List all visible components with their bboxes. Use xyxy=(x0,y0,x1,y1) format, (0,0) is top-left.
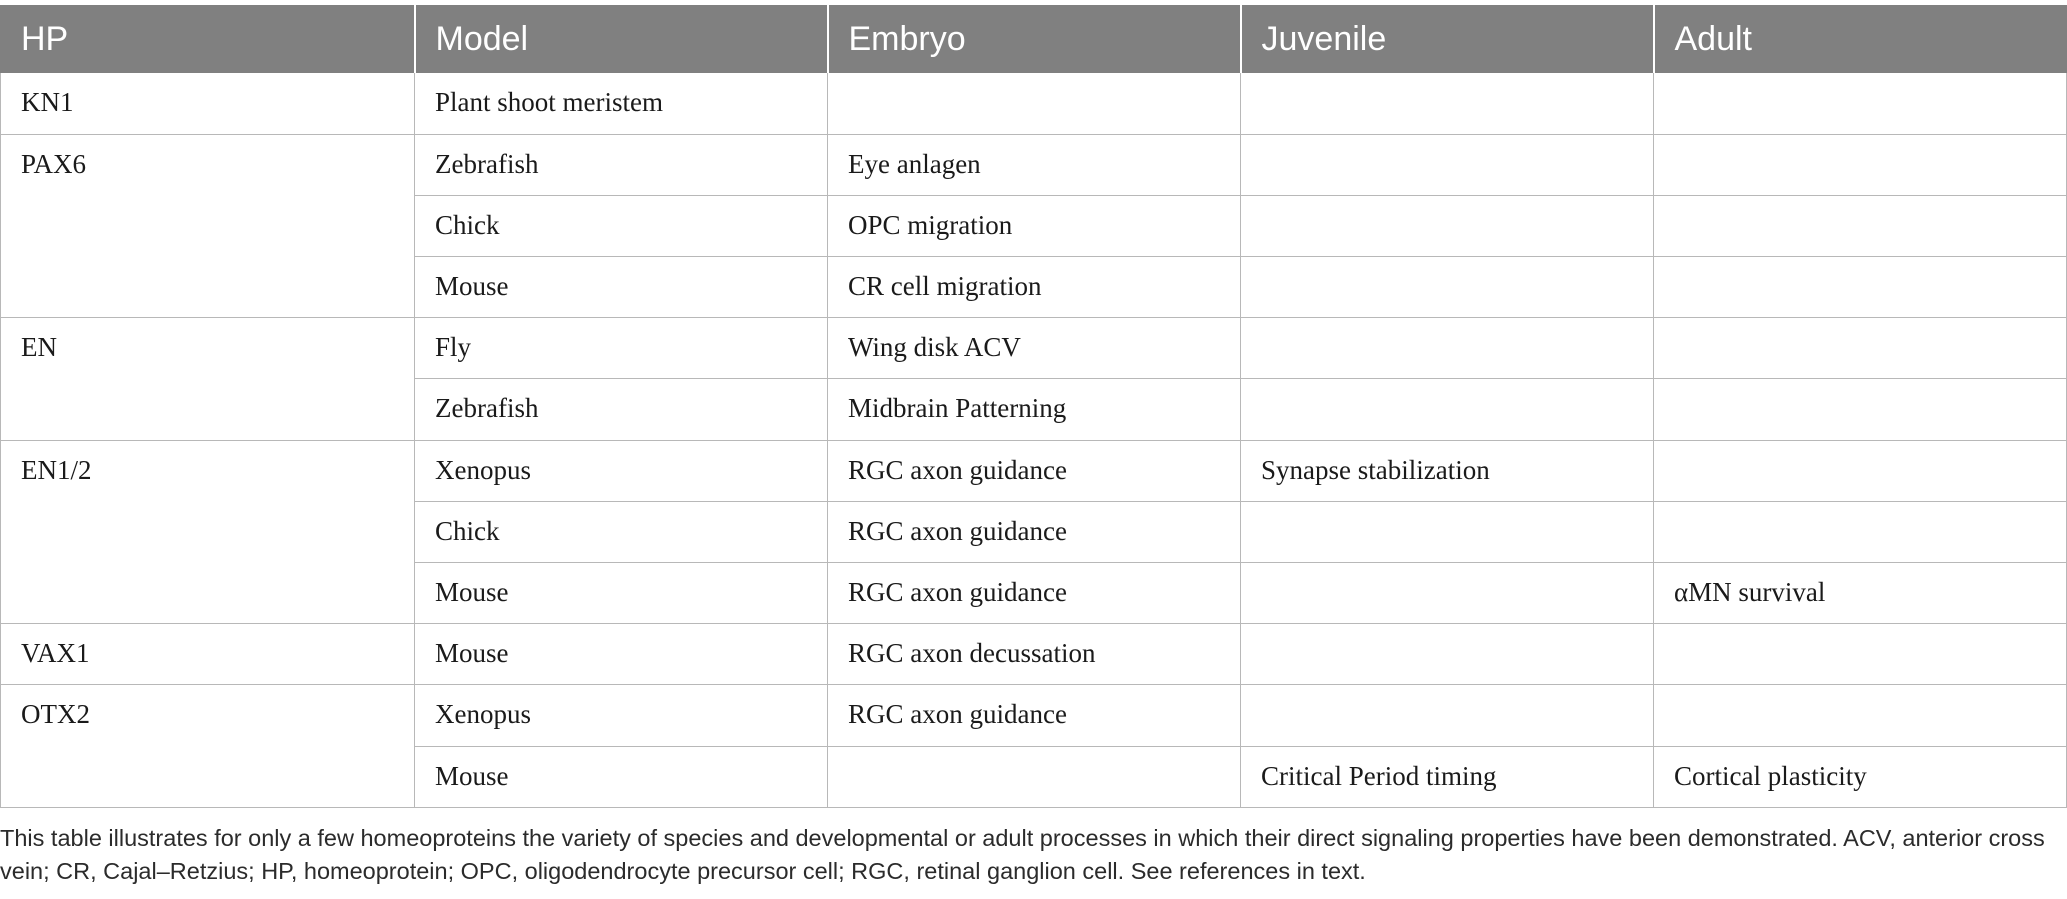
embryo-cell: OPC migration xyxy=(828,195,1241,256)
juvenile-cell xyxy=(1241,379,1654,440)
adult-cell xyxy=(1654,440,2067,501)
juvenile-cell xyxy=(1241,685,1654,746)
adult-cell xyxy=(1654,685,2067,746)
model-cell: Mouse xyxy=(415,624,828,685)
table-row xyxy=(1,134,2067,195)
header-embryo: Embryo xyxy=(828,5,1241,73)
hp-cell: KN1 xyxy=(1,73,415,134)
header-juvenile: Juvenile xyxy=(1241,5,1654,73)
header-adult: Adult xyxy=(1654,5,2067,73)
table-row xyxy=(1,685,2067,746)
adult-cell: Cortical plasticity xyxy=(1654,746,2067,807)
embryo-cell: Wing disk ACV xyxy=(828,318,1241,379)
juvenile-cell: Critical Period timing xyxy=(1241,746,1654,807)
juvenile-cell xyxy=(1241,257,1654,318)
embryo-cell xyxy=(828,746,1241,807)
embryo-cell: RGC axon guidance xyxy=(828,501,1241,562)
homeoprotein-table xyxy=(0,5,2067,808)
embryo-cell: RGC axon decussation xyxy=(828,624,1241,685)
table-header xyxy=(1,5,2067,73)
hp-cell: VAX1 xyxy=(1,624,415,685)
embryo-cell: Midbrain Patterning xyxy=(828,379,1241,440)
juvenile-cell: Synapse stabilization xyxy=(1241,440,1654,501)
table-row xyxy=(1,624,2067,685)
model-cell: Chick xyxy=(415,195,828,256)
model-cell: Zebrafish xyxy=(415,134,828,195)
adult-cell xyxy=(1654,501,2067,562)
embryo-cell: RGC axon guidance xyxy=(828,685,1241,746)
table-row xyxy=(1,73,2067,134)
model-cell: Zebrafish xyxy=(415,379,828,440)
adult-cell xyxy=(1654,379,2067,440)
juvenile-cell xyxy=(1241,73,1654,134)
hp-cell: EN xyxy=(1,318,415,440)
model-cell: Mouse xyxy=(415,563,828,624)
hp-cell: EN1/2 xyxy=(1,440,415,624)
header-hp: HP xyxy=(1,5,415,73)
juvenile-cell xyxy=(1241,318,1654,379)
embryo-cell xyxy=(828,73,1241,134)
model-cell: Fly xyxy=(415,318,828,379)
juvenile-cell xyxy=(1241,134,1654,195)
adult-cell xyxy=(1654,257,2067,318)
hp-cell: PAX6 xyxy=(1,134,415,318)
table-caption: This table illustrates for only a few homeoproteins the variety of species and developmental or adult processes in which their direct signaling properties have been demonstrated. ACV, anterior cross vein; CR, Cajal–Retzius; HP, homeoprotein; OPC, oligodendrocyte precursor cell; RGC, retinal ganglion cell. See references in text. xyxy=(0,825,2045,884)
adult-cell xyxy=(1654,624,2067,685)
adult-cell xyxy=(1654,134,2067,195)
model-cell: Xenopus xyxy=(415,440,828,501)
table-body xyxy=(1,73,2067,807)
embryo-cell: CR cell migration xyxy=(828,257,1241,318)
adult-cell: αMN survival xyxy=(1654,563,2067,624)
adult-cell xyxy=(1654,195,2067,256)
juvenile-cell xyxy=(1241,501,1654,562)
hp-cell: OTX2 xyxy=(1,685,415,807)
embryo-cell: RGC axon guidance xyxy=(828,563,1241,624)
juvenile-cell xyxy=(1241,563,1654,624)
adult-cell xyxy=(1654,318,2067,379)
model-cell: Xenopus xyxy=(415,685,828,746)
model-cell: Mouse xyxy=(415,257,828,318)
embryo-cell: Eye anlagen xyxy=(828,134,1241,195)
model-cell: Chick xyxy=(415,501,828,562)
model-cell: Plant shoot meristem xyxy=(415,73,828,134)
model-cell: Mouse xyxy=(415,746,828,807)
adult-cell xyxy=(1654,73,2067,134)
header-row xyxy=(1,5,2067,73)
embryo-cell: RGC axon guidance xyxy=(828,440,1241,501)
juvenile-cell xyxy=(1241,624,1654,685)
juvenile-cell xyxy=(1241,195,1654,256)
table-row xyxy=(1,318,2067,379)
table-row xyxy=(1,440,2067,501)
header-model: Model xyxy=(415,5,828,73)
